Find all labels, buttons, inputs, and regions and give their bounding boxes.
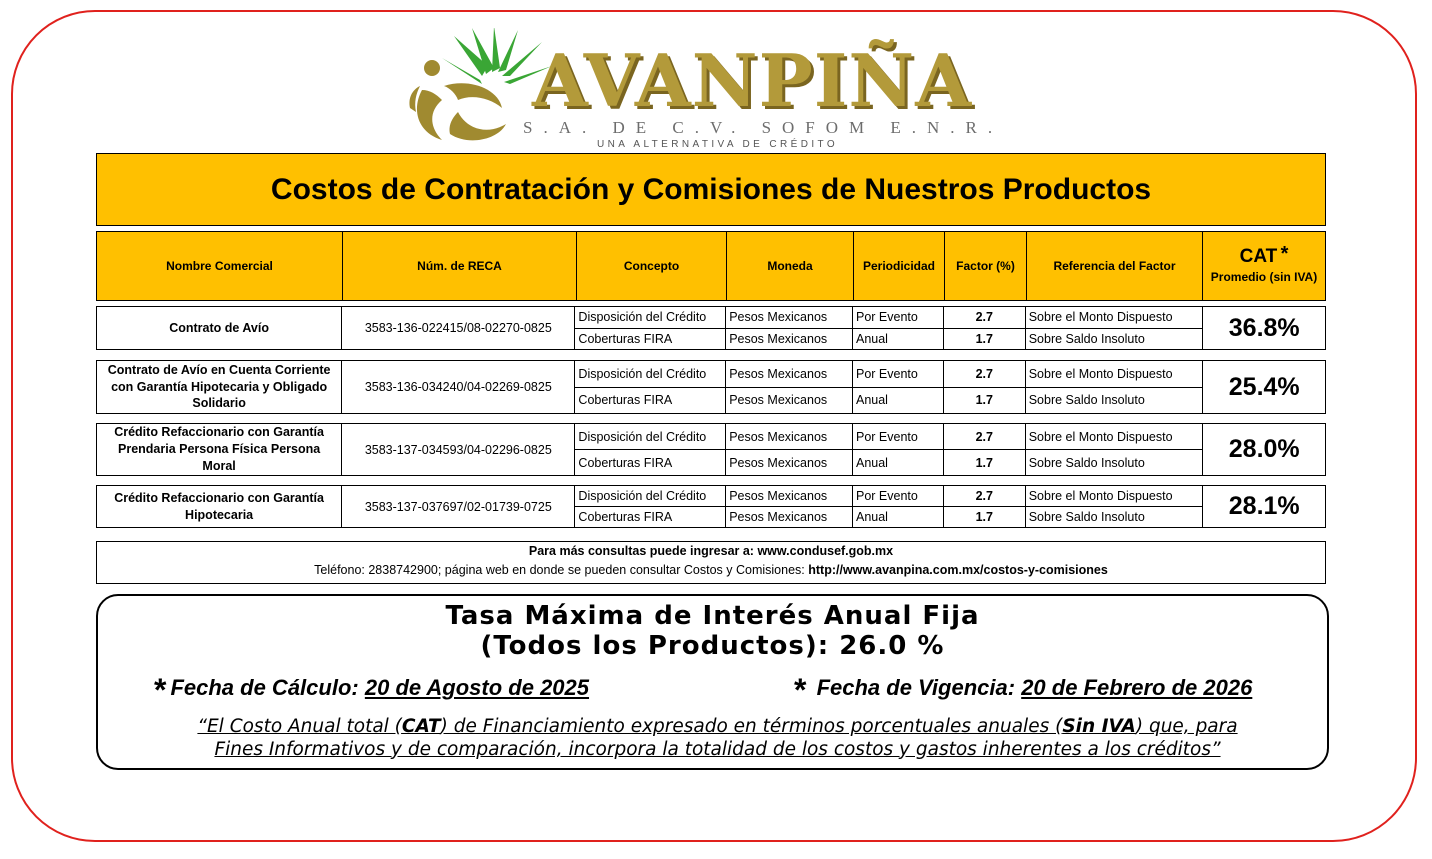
product-lines	[574, 486, 1202, 527]
product-name: Crédito Refaccionario con Garantía Prendaria Persona Física Persona Moral	[114, 425, 324, 473]
phone-line	[97, 563, 1325, 577]
logo-subtitle: S.A. DE C.V. SOFOM E.N.R.	[523, 118, 1004, 137]
product-row	[96, 306, 1326, 350]
line-concepto: Coberturas FIRA	[578, 393, 673, 408]
header-concepto: Concepto	[576, 232, 726, 300]
product-reca: 3583-137-037697/02-01739-0725	[341, 486, 574, 527]
line-moneda: Pesos Mexicanos	[725, 307, 852, 328]
condusef-line: Para más consultas puede ingresar a: www.condusef.gob.mx	[528, 544, 894, 558]
product-reca: 3583-136-022415/08-02270-0825	[341, 307, 574, 349]
product-lines	[574, 361, 1202, 413]
line-concepto: Disposición del Crédito	[578, 366, 707, 381]
line-factor: 1.7	[943, 507, 1025, 527]
header-reca: Núm. de RECA	[342, 232, 576, 300]
page-title: Costos de Contratación y Comisiones de Nuestros Productos	[96, 153, 1326, 226]
vig-label: Fecha de Vigencia:	[816, 675, 1016, 700]
line-moneda: Pesos Mexicanos	[725, 329, 852, 350]
line-factor: 2.7	[943, 486, 1025, 506]
quote-part: “El Costo Anual total (	[197, 716, 402, 737]
line-referencia: Sobre Saldo Insoluto	[1025, 450, 1203, 475]
line-referencia: Sobre el Monto Dispuesto	[1025, 424, 1203, 449]
line-referencia: Sobre el Monto Dispuesto	[1025, 307, 1203, 328]
product-line	[575, 387, 1202, 414]
product-name: Contrato de Avío	[169, 320, 269, 335]
header-referencia: Referencia del Factor	[1026, 232, 1202, 300]
rate-box	[96, 594, 1329, 770]
cat-definition-line2: Fines Informativos y de comparación, incorpora la totalidad de los costos y gastos inherentes a los créditos”	[214, 738, 1221, 760]
line-periodicidad: Anual	[852, 388, 943, 414]
product-cat: 28.1%	[1202, 486, 1325, 527]
product-reca: 3583-137-034593/04-02296-0825	[341, 424, 574, 475]
header-cat	[1202, 232, 1325, 300]
line-referencia: Sobre Saldo Insoluto	[1025, 388, 1203, 414]
product-reca: 3583-136-034240/04-02269-0825	[341, 361, 574, 413]
vigencia-group	[794, 666, 1253, 708]
asterisk-icon: *	[794, 672, 807, 708]
logo-wordmark: AVANPIÑA	[532, 38, 973, 123]
line-concepto: Coberturas FIRA	[578, 510, 673, 524]
line-factor: 2.7	[943, 361, 1025, 387]
header-nombre: Nombre Comercial	[166, 259, 273, 273]
product-name: Crédito Refaccionario con Garantía Hipotecaria	[114, 490, 324, 522]
line-moneda: Pesos Mexicanos	[725, 424, 852, 449]
line-concepto: Disposición del Crédito	[578, 489, 707, 503]
line-moneda: Pesos Mexicanos	[725, 361, 852, 387]
line-moneda: Pesos Mexicanos	[725, 507, 852, 527]
line-concepto: Coberturas FIRA	[578, 331, 673, 346]
product-line	[575, 328, 1202, 350]
product-line	[575, 486, 1202, 506]
header-periodicidad: Periodicidad	[853, 232, 944, 300]
logo-slogan: UNA ALTERNATIVA DE CRÉDITO	[597, 139, 839, 150]
header-cat-sub: Promedio (sin IVA)	[1210, 270, 1318, 285]
line-moneda: Pesos Mexicanos	[725, 450, 852, 475]
line-moneda: Pesos Mexicanos	[725, 486, 852, 506]
line-moneda: Pesos Mexicanos	[725, 388, 852, 414]
line-concepto: Disposición del Crédito	[578, 310, 707, 325]
quote-cat: CAT	[401, 716, 441, 737]
line-referencia: Sobre el Monto Dispuesto	[1025, 486, 1203, 506]
contact-info	[96, 541, 1326, 584]
asterisk-icon: *	[154, 672, 167, 708]
product-row	[96, 423, 1326, 476]
line-periodicidad: Por Evento	[852, 486, 943, 506]
line-periodicidad: Por Evento	[852, 307, 943, 328]
line-periodicidad: Por Evento	[852, 361, 943, 387]
product-lines	[574, 424, 1202, 475]
dates-line	[154, 666, 1287, 708]
product-name: Contrato de Avío en Cuenta Corriente con Garantía Hipotecaria y Obligado Solidario	[107, 362, 331, 411]
line-factor: 2.7	[943, 307, 1025, 328]
table-header	[96, 231, 1326, 301]
product-line	[575, 449, 1202, 475]
max-rate-heading	[98, 602, 1327, 662]
calc-label: Fecha de Cálculo:	[170, 675, 359, 700]
line-referencia: Sobre Saldo Insoluto	[1025, 507, 1203, 527]
product-row	[96, 485, 1326, 528]
asterisk-icon: *	[1280, 243, 1289, 266]
line-factor: 1.7	[943, 450, 1025, 475]
vig-date: 20 de Febrero de 2026	[1021, 675, 1253, 700]
cat-definition	[112, 716, 1323, 761]
max-rate-line1: Tasa Máxima de Interés Anual Fija	[445, 601, 980, 631]
header-factor: Factor (%)	[944, 232, 1026, 300]
line-factor: 1.7	[943, 388, 1025, 414]
phone-text: Teléfono: 2838742900; página web en donde se pueden consultar Costos y Comisiones:	[314, 563, 809, 577]
product-line	[575, 361, 1202, 387]
cat-definition-line1	[112, 716, 1323, 739]
line-concepto: Coberturas FIRA	[578, 455, 673, 470]
line-referencia: Sobre Saldo Insoluto	[1025, 329, 1203, 350]
line-factor: 1.7	[943, 329, 1025, 350]
line-referencia: Sobre el Monto Dispuesto	[1025, 361, 1203, 387]
line-periodicidad: Anual	[852, 450, 943, 475]
header-moneda: Moneda	[726, 232, 853, 300]
product-row	[96, 360, 1326, 414]
line-periodicidad: Por Evento	[852, 424, 943, 449]
product-cat: 28.0%	[1202, 424, 1325, 475]
line-concepto: Disposición del Crédito	[578, 429, 707, 444]
product-line	[575, 307, 1202, 328]
quote-part: ) de Financiamiento expresado en términos porcentuales anuales (	[440, 716, 1063, 737]
product-cat: 25.4%	[1202, 361, 1325, 413]
product-line	[575, 424, 1202, 449]
costs-link[interactable]: http://www.avanpina.com.mx/costos-y-comisiones	[808, 563, 1108, 577]
quote-siniva: Sin IVA	[1062, 716, 1136, 737]
header-cat-label: CAT	[1239, 246, 1278, 268]
product-line	[575, 506, 1202, 527]
product-lines	[574, 307, 1202, 349]
quote-part: ) que, para	[1135, 716, 1238, 737]
calc-date: 20 de Agosto de 2025	[364, 675, 590, 700]
line-periodicidad: Anual	[852, 507, 943, 527]
product-cat: 36.8%	[1202, 307, 1325, 349]
max-rate-line2: (Todos los Productos): 26.0 %	[480, 630, 945, 661]
line-periodicidad: Anual	[852, 329, 943, 350]
line-factor: 2.7	[943, 424, 1025, 449]
